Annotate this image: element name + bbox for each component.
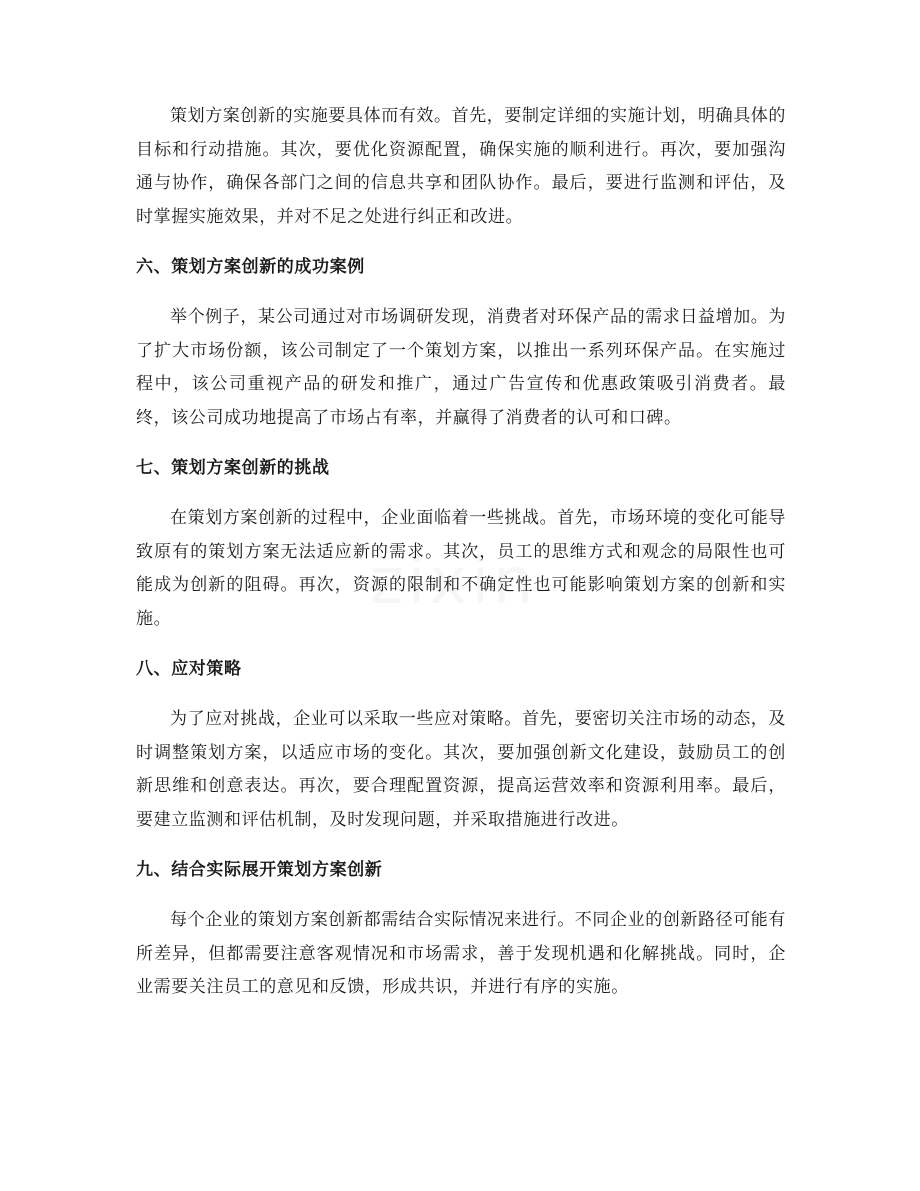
section-heading-7: 七、策划方案创新的挑战 — [136, 458, 330, 478]
section-heading-6: 六、策划方案创新的成功案例 — [136, 257, 365, 277]
section-heading-9: 九、结合实际展开策划方案创新 — [136, 860, 383, 880]
intro-paragraph: 策划方案创新的实施要具体而有效。首先，要制定详细的实施计划，明确具体的目标和行动措施。其次，要优化资源配置，确保实施的顺利进行。再次，要加强沟通与协作，确保各部门之间的信息共享和团队协作。最后，要进行监测和评估，及时掌握实施效果，并对不足之处进行纠正和改进。 — [136, 106, 786, 227]
section-heading-8: 八、应对策略 — [136, 659, 242, 679]
document-body — [136, 100, 786, 1005]
section-paragraph-6: 举个例子，某公司通过对市场调研发现，消费者对环保产品的需求日益增加。为了扩大市场份额，该公司制定了一个策划方案，以推出一系列环保产品。在实施过程中，该公司重视产品的研发和推广，通过广告宣传和优惠政策吸引消费者。最终，该公司成功地提高了市场占有率，并赢得了消费者的认可和口碑。 — [136, 307, 786, 428]
section-paragraph-7: 在策划方案创新的过程中，企业面临着一些挑战。首先，市场环境的变化可能导致原有的策划方案无法适应新的需求。其次，员工的思维方式和观念的局限性也可能成为创新的阻碍。再次，资源的限制和不确定性也可能影响策划方案的创新和实施。 — [136, 508, 786, 629]
section-paragraph-8: 为了应对挑战，企业可以采取一些应对策略。首先，要密切关注市场的动态，及时调整策划方案，以适应市场的变化。其次，要加强创新文化建设，鼓励员工的创新思维和创意表达。再次，要合理配置资源，提高运营效率和资源利用率。最后，要建立监测和评估机制，及时发现问题，并采取措施进行改进。 — [136, 709, 786, 830]
section-paragraph-9: 每个企业的策划方案创新都需结合实际情况来进行。不同企业的创新路径可能有所差异，但都需要注意客观情况和市场需求，善于发现机遇和化解挑战。同时，企业需要关注员工的意见和反馈，形成共识，并进行有序的实施。 — [136, 910, 786, 997]
